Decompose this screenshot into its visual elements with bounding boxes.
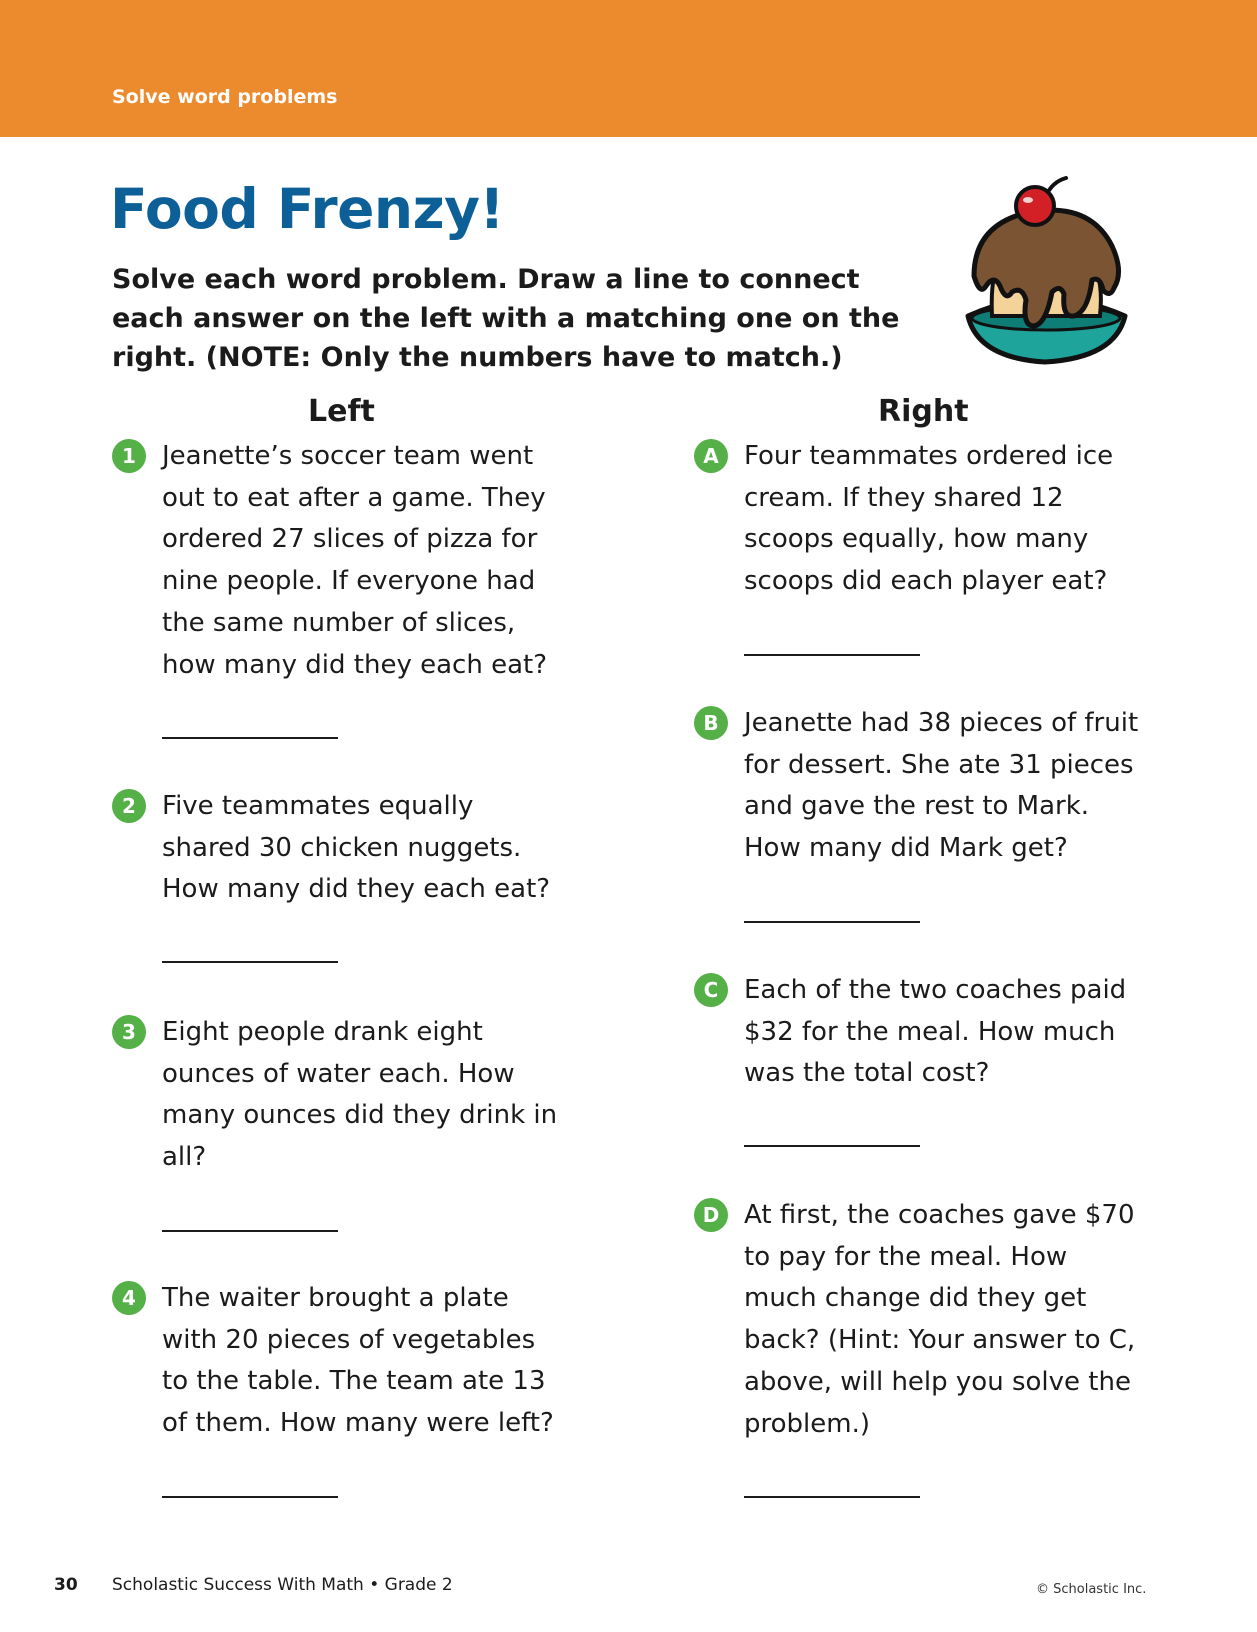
problem-number-badge: 3 bbox=[112, 1015, 146, 1049]
problem-text: Five teammates equally shared 30 chicken nuggets. How many did they each eat? bbox=[162, 791, 551, 905]
answer-line[interactable] bbox=[162, 961, 338, 963]
header-banner bbox=[0, 0, 1257, 137]
problem-text: The waiter brought a plate with 20 pieces of vegetables to the table. The team ate 13 of them. How many were left? bbox=[162, 1283, 554, 1439]
problem-letter-badge: D bbox=[694, 1198, 728, 1232]
problem-number-badge: 1 bbox=[112, 439, 146, 473]
problem-text: Each of the two coaches paid $32 for the meal. How much was the total cost? bbox=[744, 975, 1127, 1089]
problem-text: Eight people drank eight ounces of water each. How many ounces did they drink in all? bbox=[162, 1017, 558, 1173]
problem-text: Four teammates ordered ice cream. If they shared 12 scoops equally, how many scoops did each player eat? bbox=[744, 441, 1114, 597]
instructions: Solve each word problem. Draw a line to connect each answer on the left with a matching one on the right. (NOTE: Only the numbers have to match.) bbox=[112, 264, 900, 373]
answer-line[interactable] bbox=[744, 654, 920, 656]
left-column-heading: Left bbox=[308, 394, 375, 429]
problem-number-badge: 4 bbox=[112, 1281, 146, 1315]
right-column-heading: Right bbox=[878, 394, 969, 429]
page-number: 30 bbox=[54, 1575, 78, 1595]
problem-text: Jeanette’s soccer team went out to eat after a game. They ordered 27 slices of pizza for nine people. If everyone had the same number of slices, how many did they each eat? bbox=[162, 441, 548, 680]
problem-number-badge: 2 bbox=[112, 789, 146, 823]
problem-text: At first, the coaches gave $70 to pay for the meal. How much change did they get back? (Hint: Your answer to C, above, will help you solve the problem.) bbox=[744, 1200, 1136, 1439]
problem-letter-badge: A bbox=[694, 439, 728, 473]
book-title: Scholastic Success With Math • Grade 2 bbox=[112, 1575, 453, 1595]
answer-line[interactable] bbox=[744, 1496, 920, 1498]
answer-line[interactable] bbox=[162, 1230, 338, 1232]
problem-letter-badge: B bbox=[694, 706, 728, 740]
answer-line[interactable] bbox=[162, 737, 338, 739]
problem-letter-badge: C bbox=[694, 973, 728, 1007]
answer-line[interactable] bbox=[744, 921, 920, 923]
copyright: © Scholastic Inc. bbox=[1036, 1582, 1147, 1597]
page-title: Food Frenzy! bbox=[110, 177, 505, 241]
section-label: Solve word problems bbox=[112, 86, 338, 108]
problem-text: Jeanette had 38 pieces of fruit for dessert. She ate 31 pieces and gave the rest to Mark. How many did Mark get? bbox=[744, 708, 1139, 864]
answer-line[interactable] bbox=[162, 1496, 338, 1498]
answer-line[interactable] bbox=[744, 1145, 920, 1147]
ice-cream-sundae-illustration bbox=[940, 176, 1150, 376]
